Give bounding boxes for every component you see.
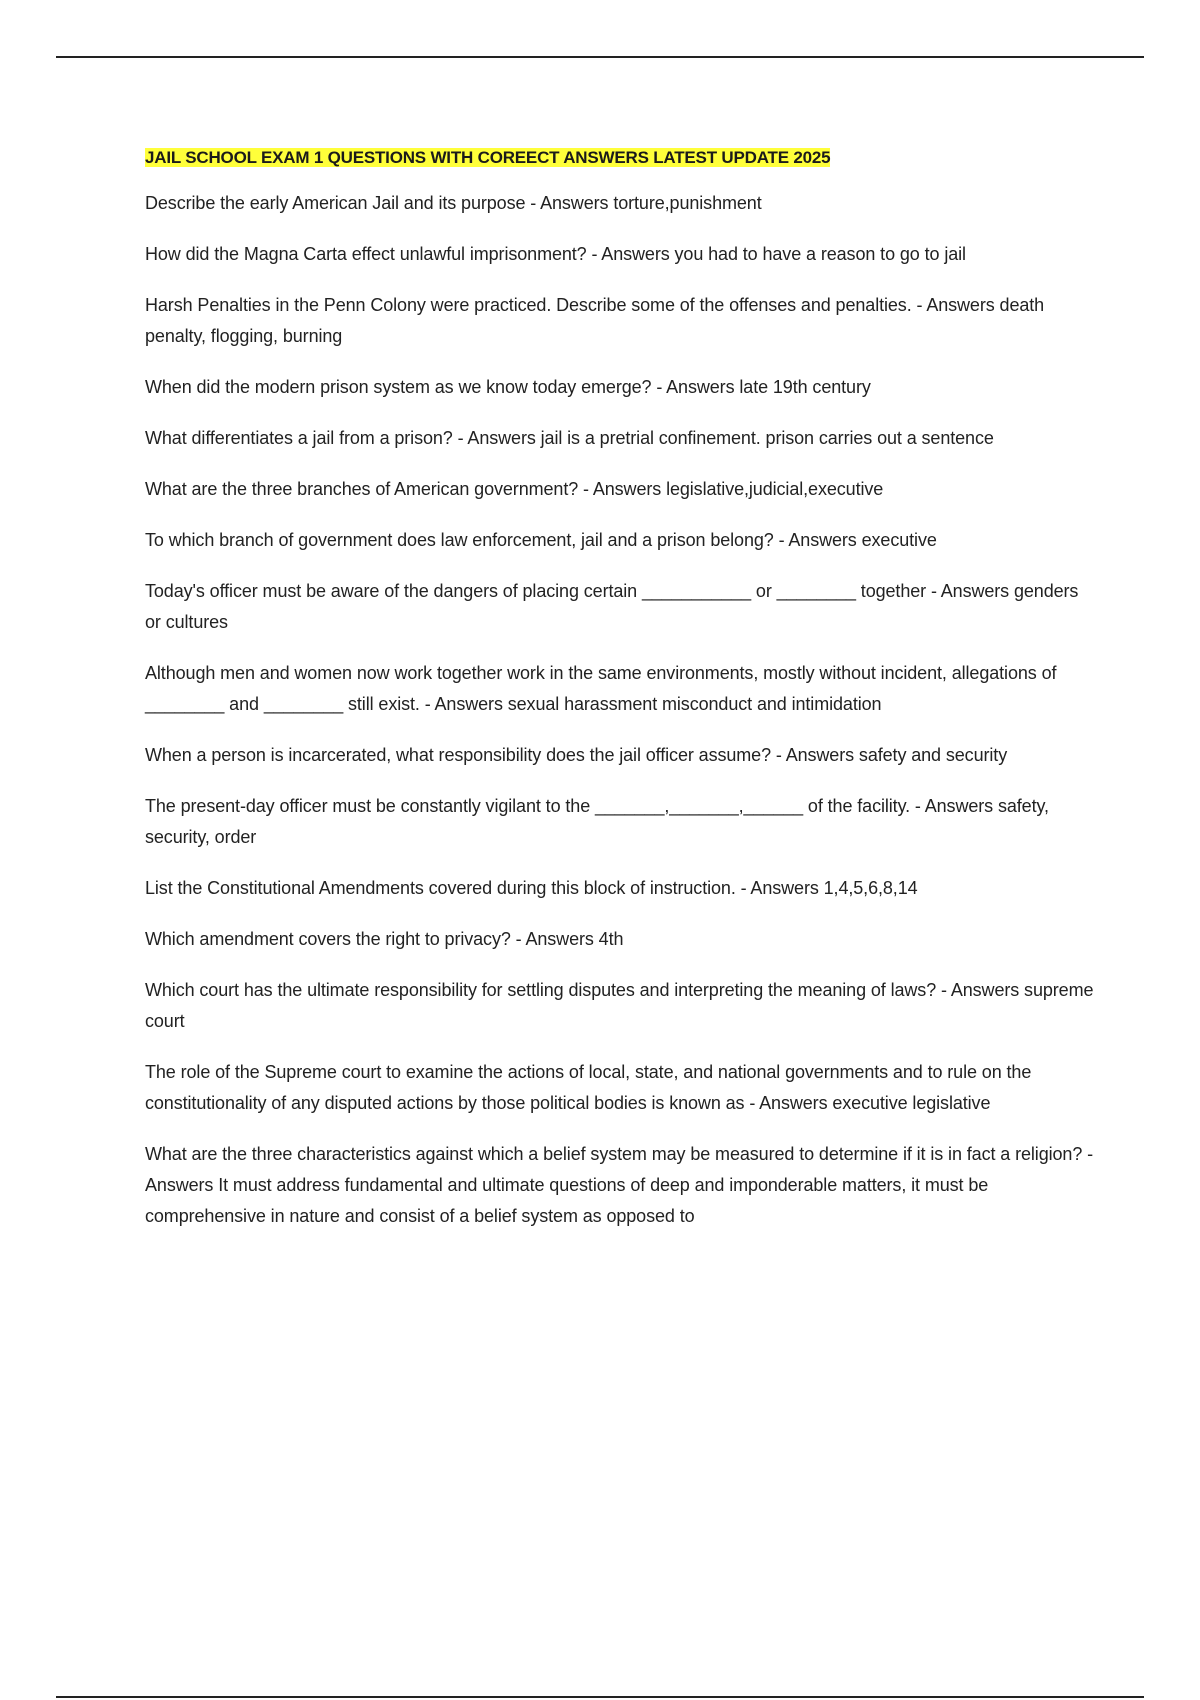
qa-item: To which branch of government does law enforcement, jail and a prison belong? - Answers executive bbox=[145, 530, 937, 550]
qa-item: Although men and women now work together work in the same environments, mostly without incident, allegations of ________ and ________ still exist. - Answers sexual harassment misconduct and intimidation bbox=[145, 663, 1057, 714]
bottom-divider bbox=[56, 1696, 1144, 1698]
qa-item: The role of the Supreme court to examine the actions of local, state, and national governments and to rule on the constitutionality of any disputed actions by those political bodies is known as - Answers executive legislative bbox=[145, 1062, 1032, 1113]
qa-item: What are the three characteristics against which a belief system may be measured to determine if it is in fact a religion? - Answers It must address fundamental and ultimate questions of deep and imponderable matters, it must be comprehensive in nature and consist of a belief system as opposed to bbox=[145, 1144, 1094, 1226]
title-block bbox=[145, 146, 1095, 171]
qa-item: List the Constitutional Amendments covered during this block of instruction. - Answers 1,4,5,6,8,14 bbox=[145, 878, 918, 898]
qa-item: When a person is incarcerated, what responsibility does the jail officer assume? - Answers safety and security bbox=[145, 745, 1008, 765]
top-divider bbox=[56, 56, 1144, 58]
qa-item: Which court has the ultimate responsibility for settling disputes and interpreting the meaning of laws? - Answers supreme court bbox=[145, 980, 1094, 1031]
qa-item: Which amendment covers the right to privacy? - Answers 4th bbox=[145, 929, 624, 949]
qa-item: What are the three branches of American government? - Answers legislative,judicial,executive bbox=[145, 479, 884, 499]
qa-item: What differentiates a jail from a prison? - Answers jail is a pretrial confinement. prison carries out a sentence bbox=[145, 428, 994, 448]
qa-item: Today's officer must be aware of the dangers of placing certain ___________ or ________ together - Answers genders or cultures bbox=[145, 581, 1079, 632]
qa-item: The present-day officer must be constantly vigilant to the _______,_______,______ of the facility. - Answers safety, security, order bbox=[145, 796, 1049, 847]
qa-item: Harsh Penalties in the Penn Colony were practiced. Describe some of the offenses and penalties. - Answers death penalty, flogging, burning bbox=[145, 295, 1045, 346]
qa-item: How did the Magna Carta effect unlawful imprisonment? - Answers you had to have a reason to go to jail bbox=[145, 244, 966, 264]
qa-item: Describe the early American Jail and its purpose - Answers torture,punishment bbox=[145, 193, 762, 213]
document-body bbox=[145, 146, 1095, 1252]
document-title: JAIL SCHOOL EXAM 1 QUESTIONS WITH COREECT ANSWERS LATEST UPDATE 2025 bbox=[145, 148, 831, 167]
qa-item: When did the modern prison system as we know today emerge? - Answers late 19th century bbox=[145, 377, 871, 397]
